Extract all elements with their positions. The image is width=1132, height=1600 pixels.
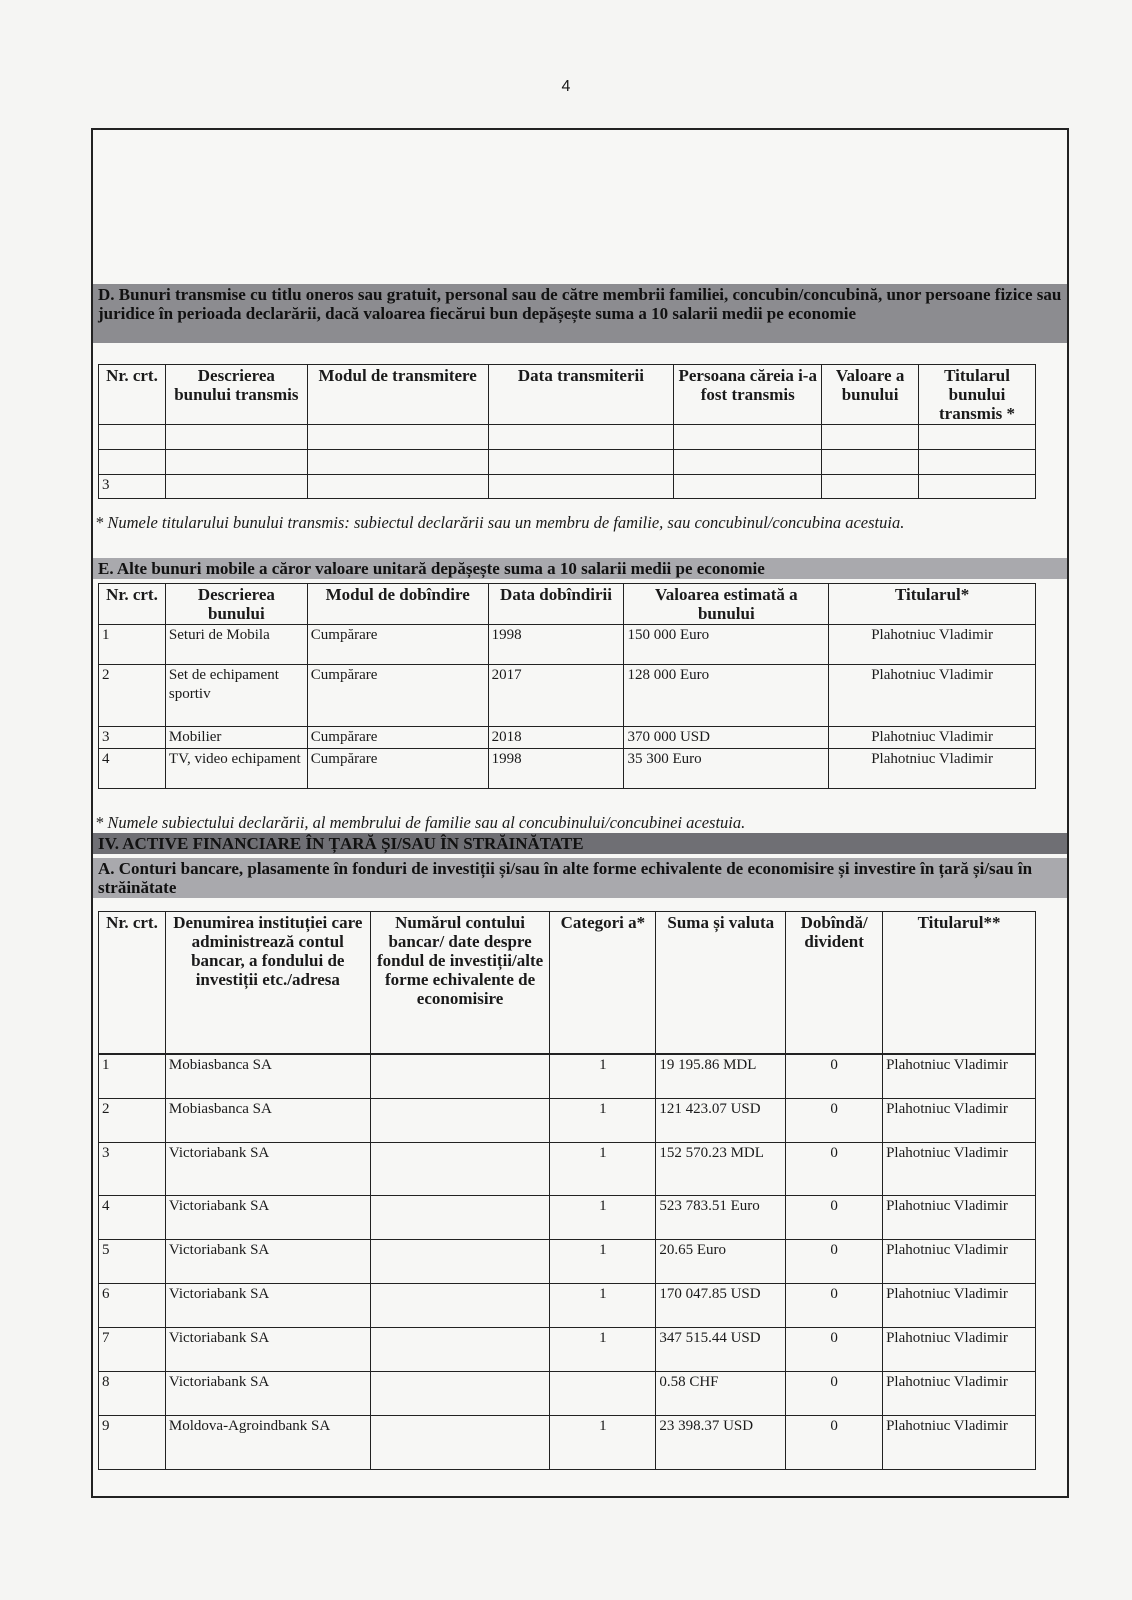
cell: Cumpărare [307, 665, 488, 727]
cell: 128 000 Euro [624, 665, 829, 727]
cell: 19 195.86 MDL [656, 1055, 786, 1099]
cell: Moldova-Agroindbank SA [165, 1416, 370, 1470]
cell: 0 [786, 1284, 883, 1328]
table-row [99, 727, 1036, 749]
header-cell: Numărul contului bancar/ date despre fondul de investiții/alte forme echivalente de economisire [370, 912, 550, 1054]
cell: 150 000 Euro [624, 625, 829, 665]
cell: 3 [99, 475, 166, 499]
cell: Victoriabank SA [165, 1240, 370, 1284]
cell [488, 450, 674, 475]
table-header-row [99, 365, 1036, 425]
cell: 23 398.37 USD [656, 1416, 786, 1470]
cell: Plahotniuc Vladimir [883, 1416, 1036, 1470]
cell: 1 [550, 1055, 656, 1099]
table-row [99, 1055, 1036, 1099]
cell [370, 1416, 550, 1470]
table-row [99, 1416, 1036, 1470]
cell: 2018 [488, 727, 624, 749]
section-d-note: * Numele titularului bunului transmis: subiectul declarării sau un membru de familie, sau concubinul/concubina acestuia. [95, 513, 905, 532]
cell [370, 1240, 550, 1284]
cell [370, 1328, 550, 1372]
cell: 121 423.07 USD [656, 1099, 786, 1143]
header-cell: Denumirea instituției care administrează contul bancar, a fondului de investiții etc./adresa [165, 912, 370, 1054]
cell: 1 [550, 1196, 656, 1240]
table-row [99, 665, 1036, 727]
header-cell: Descrierea bunului transmis [165, 365, 307, 425]
cell [822, 450, 919, 475]
cell [919, 475, 1036, 499]
cell: Set de echipament sportiv [165, 665, 307, 727]
section-e-note: * Numele subiectului declarării, al membrului de familie sau al concubinului/concubinei acestuia. [95, 813, 746, 832]
cell: Plahotniuc Vladimir [883, 1099, 1036, 1143]
cell: 2017 [488, 665, 624, 727]
header-cell: Titularul* [829, 584, 1036, 625]
header-cell: Data transmiterii [488, 365, 674, 425]
section-d-table [98, 364, 1036, 499]
cell [99, 425, 166, 450]
header-cell: Descrierea bunului [165, 584, 307, 625]
cell: 1998 [488, 625, 624, 665]
cell: Plahotniuc Vladimir [829, 625, 1036, 665]
declaration-frame [91, 128, 1069, 1498]
cell [370, 1196, 550, 1240]
header-cell: Nr. crt. [99, 365, 166, 425]
cell: 8 [99, 1372, 166, 1416]
cell [307, 425, 488, 450]
cell: Mobiasbanca SA [165, 1055, 370, 1099]
cell [370, 1055, 550, 1099]
table-header-row [99, 912, 1036, 1054]
cell: Plahotniuc Vladimir [829, 749, 1036, 789]
cell: 370 000 USD [624, 727, 829, 749]
cell: 1 [550, 1284, 656, 1328]
cell: Cumpărare [307, 727, 488, 749]
table-row [99, 625, 1036, 665]
page-number: 4 [561, 78, 571, 95]
cell: Cumpărare [307, 749, 488, 789]
cell [488, 425, 674, 450]
header-cell: Nr. crt. [99, 584, 166, 625]
cell: 0 [786, 1143, 883, 1196]
table-row [99, 450, 1036, 475]
cell: 347 515.44 USD [656, 1328, 786, 1372]
cell: 5 [99, 1240, 166, 1284]
header-cell: Dobîndă/ divident [786, 912, 883, 1054]
cell: Plahotniuc Vladimir [883, 1372, 1036, 1416]
table-row [99, 1284, 1036, 1328]
cell [99, 450, 166, 475]
cell: 7 [99, 1328, 166, 1372]
cell: Mobiasbanca SA [165, 1099, 370, 1143]
cell: 1 [550, 1143, 656, 1196]
cell: Seturi de Mobila [165, 625, 307, 665]
cell: Victoriabank SA [165, 1196, 370, 1240]
cell [370, 1284, 550, 1328]
cell: 9 [99, 1416, 166, 1470]
section-e-title: E. Alte bunuri mobile a căror valoare unitară depășește suma a 10 salarii medii pe economie [93, 558, 1067, 579]
section-a-table [98, 911, 1036, 1054]
header-cell: Modul de dobîndire [307, 584, 488, 625]
cell [919, 450, 1036, 475]
cell [822, 425, 919, 450]
table-row [99, 1372, 1036, 1416]
cell: Plahotniuc Vladimir [883, 1196, 1036, 1240]
cell: 152 570.23 MDL [656, 1143, 786, 1196]
cell: Plahotniuc Vladimir [829, 665, 1036, 727]
section-d-title: D. Bunuri transmise cu titlu oneros sau gratuit, personal sau de către membrii familiei, concubin/concubină, unor persoane fizice sau juridice în perioada declarării, dacă valoarea fiecărui bun depășește suma a 10 salarii medii pe economie [93, 284, 1067, 343]
cell: 2 [99, 665, 166, 727]
cell: 523 783.51 Euro [656, 1196, 786, 1240]
cell [674, 475, 822, 499]
cell [307, 475, 488, 499]
header-cell: Nr. crt. [99, 912, 166, 1054]
cell: 20.65 Euro [656, 1240, 786, 1284]
cell [165, 475, 307, 499]
cell: Cumpărare [307, 625, 488, 665]
cell: Victoriabank SA [165, 1372, 370, 1416]
header-cell: Persoana căreia i-a fost transmis [674, 365, 822, 425]
cell: 0 [786, 1240, 883, 1284]
cell: Plahotniuc Vladimir [829, 727, 1036, 749]
cell: Victoriabank SA [165, 1328, 370, 1372]
cell: 1 [550, 1328, 656, 1372]
cell: TV, video echipament [165, 749, 307, 789]
cell [370, 1372, 550, 1416]
cell: Mobilier [165, 727, 307, 749]
cell: 0 [786, 1196, 883, 1240]
cell: 3 [99, 727, 166, 749]
table-row [99, 749, 1036, 789]
cell: 1 [99, 1055, 166, 1099]
cell [919, 425, 1036, 450]
cell: Plahotniuc Vladimir [883, 1143, 1036, 1196]
section-a-body [98, 1054, 1036, 1470]
table-header-row [99, 584, 1036, 625]
section-a-title: A. Conturi bancare, plasamente în fonduri de investiții și/sau în alte forme echivalente de economisire și investire în țară și/sau în străinătate [93, 858, 1067, 898]
table-row [99, 1099, 1036, 1143]
cell: 6 [99, 1284, 166, 1328]
cell: 4 [99, 1196, 166, 1240]
cell [165, 450, 307, 475]
table-row [99, 1328, 1036, 1372]
cell [488, 475, 674, 499]
header-cell: Data dobîndirii [488, 584, 624, 625]
header-cell: Titularul** [883, 912, 1036, 1054]
table-row [99, 1143, 1036, 1196]
cell: Plahotniuc Vladimir [883, 1240, 1036, 1284]
cell: Victoriabank SA [165, 1143, 370, 1196]
cell [370, 1143, 550, 1196]
cell: 0 [786, 1372, 883, 1416]
cell: 4 [99, 749, 166, 789]
table-row [99, 1240, 1036, 1284]
cell [165, 425, 307, 450]
table-row [99, 1196, 1036, 1240]
cell [370, 1099, 550, 1143]
header-cell: Suma și valuta [656, 912, 786, 1054]
cell: 35 300 Euro [624, 749, 829, 789]
cell [822, 475, 919, 499]
cell: 0.58 CHF [656, 1372, 786, 1416]
header-cell: Valoarea estimată a bunului [624, 584, 829, 625]
cell: Plahotniuc Vladimir [883, 1328, 1036, 1372]
section-iv-title: IV. ACTIVE FINANCIARE ÎN ȚARĂ ȘI/SAU ÎN STRĂINĂTATE [93, 833, 1067, 854]
table-row [99, 425, 1036, 450]
header-cell: Valoare a bunului [822, 365, 919, 425]
cell: 1 [550, 1099, 656, 1143]
cell: 1 [550, 1416, 656, 1470]
header-cell: Modul de transmitere [307, 365, 488, 425]
cell: 1 [99, 625, 166, 665]
cell: 170 047.85 USD [656, 1284, 786, 1328]
cell: 1998 [488, 749, 624, 789]
cell: 3 [99, 1143, 166, 1196]
section-e-table [98, 583, 1036, 789]
header-cell: Categori a* [550, 912, 656, 1054]
cell: Plahotniuc Vladimir [883, 1284, 1036, 1328]
cell: 0 [786, 1055, 883, 1099]
header-cell: Titularul bunului transmis * [919, 365, 1036, 425]
cell: Victoriabank SA [165, 1284, 370, 1328]
table-row [99, 475, 1036, 499]
cell: 0 [786, 1099, 883, 1143]
cell [550, 1372, 656, 1416]
cell: Plahotniuc Vladimir [883, 1055, 1036, 1099]
cell: 0 [786, 1416, 883, 1470]
cell: 1 [550, 1240, 656, 1284]
cell [674, 425, 822, 450]
cell [307, 450, 488, 475]
cell [674, 450, 822, 475]
cell: 0 [786, 1328, 883, 1372]
cell: 2 [99, 1099, 166, 1143]
